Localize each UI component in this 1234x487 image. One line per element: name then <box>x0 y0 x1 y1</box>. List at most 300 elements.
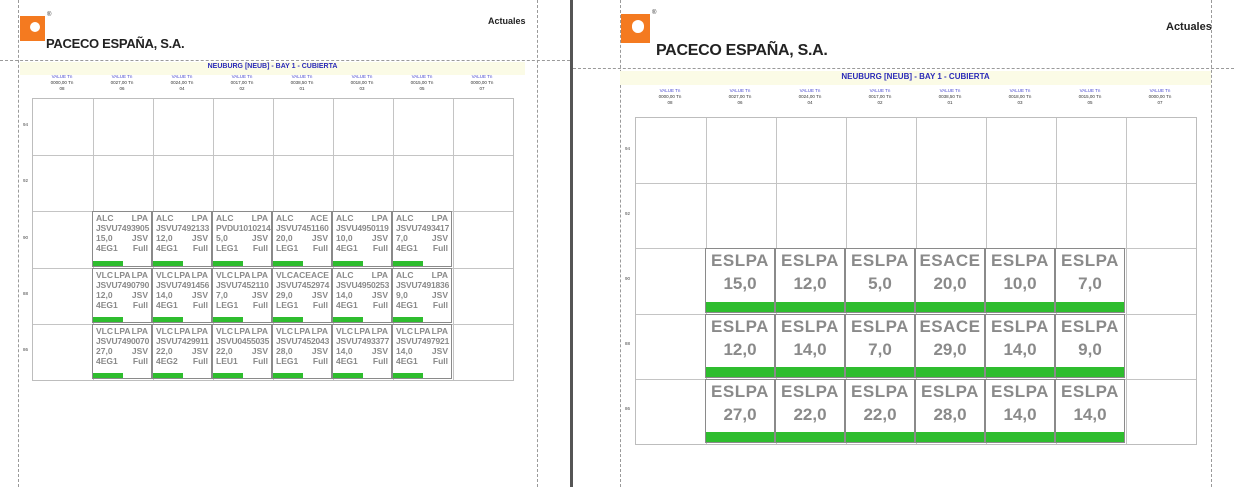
registered-mark: ® <box>652 10 657 16</box>
slot-weight-line <box>336 346 388 356</box>
slot-weight-line <box>396 233 448 243</box>
slot-route-line <box>396 213 448 223</box>
container-slot[interactable] <box>212 268 272 323</box>
slot-type-line <box>336 243 388 253</box>
slot-type: LEG1 <box>276 243 299 254</box>
grid-column-line <box>1126 118 1127 444</box>
slot-weight-line <box>396 346 448 356</box>
slot-destination: ESLPA <box>921 381 979 401</box>
container-slot[interactable] <box>845 248 915 312</box>
container-slot[interactable] <box>845 379 915 443</box>
slot-weight-line <box>276 233 328 243</box>
slot-route-line <box>336 213 388 223</box>
column-header <box>1055 88 1125 106</box>
container-id: JSVU7490790 <box>96 279 150 290</box>
slot-weight-line <box>276 290 328 300</box>
slot-port: LPA <box>191 325 208 336</box>
slot-port: ALC <box>156 213 174 224</box>
slot-weight-line <box>216 290 268 300</box>
slot-type: Full <box>432 243 448 254</box>
tier-label: 86 <box>625 406 631 412</box>
slot-status-bar <box>333 373 363 378</box>
slot-port: LPA <box>174 269 191 280</box>
container-id: JSVU7497921 <box>396 335 450 346</box>
container-id: JSVU7452974 <box>276 279 330 290</box>
slot-weight: 12,0 <box>723 339 757 359</box>
slot-value: JSV <box>191 233 208 244</box>
container-slot[interactable] <box>332 324 392 379</box>
column-key-label: VALUE Tn <box>291 74 313 79</box>
slot-value: 15,0 <box>96 233 113 244</box>
slot-route-line <box>216 326 268 336</box>
tier-label: 88 <box>23 290 29 296</box>
container-slot[interactable] <box>915 379 985 443</box>
slot-type-line <box>96 243 148 253</box>
slot-value: 7,0 <box>216 289 228 300</box>
container-slot[interactable] <box>332 211 392 266</box>
column-weight: 0000,00 Tn <box>1148 94 1172 100</box>
slot-weight: 9,0 <box>1078 339 1102 359</box>
slot-type: Full <box>192 355 208 366</box>
slot-type: Full <box>252 299 268 310</box>
container-slot[interactable] <box>705 379 775 443</box>
slot-value: 20,0 <box>276 233 293 244</box>
column-key-label: VALUE Tn <box>1149 88 1171 93</box>
slot-status-bar <box>706 302 774 312</box>
slot-port: LPA <box>131 325 148 336</box>
slot-weight-line <box>96 233 148 243</box>
slot-value: 12,0 <box>156 233 173 244</box>
container-slot[interactable] <box>392 324 452 379</box>
slot-port: LPA <box>251 269 268 280</box>
slot-type-line <box>216 356 268 366</box>
slot-status-bar <box>1056 302 1124 312</box>
slot-type: 4EG2 <box>156 355 178 366</box>
slot-status-bar <box>916 432 984 442</box>
tier-label: 94 <box>625 145 631 151</box>
slot-type: LEG1 <box>276 299 299 310</box>
container-slot[interactable] <box>1055 314 1125 378</box>
slot-type: Full <box>132 243 148 254</box>
grid-row-line <box>636 183 1196 184</box>
column-key-label: VALUE Tn <box>729 88 751 93</box>
column-number: 03 <box>1017 100 1023 106</box>
slot-value: 10,0 <box>336 233 353 244</box>
slot-type-line <box>156 243 208 253</box>
container-id: JSVU7451160 <box>276 223 329 234</box>
slot-weight: 5,0 <box>868 274 892 294</box>
slot-port: ACE <box>310 213 328 224</box>
slot-status-bar <box>93 373 123 378</box>
column-number: 03 <box>359 86 365 92</box>
slot-value: JSV <box>431 233 448 244</box>
container-slot[interactable] <box>212 211 272 266</box>
slot-port: LPA <box>311 325 328 336</box>
slot-status-bar <box>153 317 183 322</box>
container-id: JSVU7493417 <box>396 223 450 234</box>
slot-status-bar <box>153 373 183 378</box>
slot-destination: ESLPA <box>1061 381 1119 401</box>
slot-port: ALC <box>216 213 234 224</box>
slot-port: LPA <box>251 213 268 224</box>
slot-weight: 15,0 <box>723 274 757 294</box>
column-header <box>985 88 1055 106</box>
slot-value: JSV <box>431 345 448 356</box>
slot-value: 22,0 <box>216 345 233 356</box>
container-id: JSVU7493905 <box>96 223 150 234</box>
slot-type: 4EG1 <box>396 299 418 310</box>
slot-route-line <box>216 270 268 280</box>
column-weight: 0000,00 Tn <box>658 94 682 100</box>
slot-port: VLC <box>216 269 233 280</box>
container-slot[interactable] <box>212 324 272 379</box>
container-slot[interactable] <box>92 324 152 379</box>
column-header <box>272 74 332 92</box>
slot-value: JSV <box>311 289 328 300</box>
slot-value: JSV <box>251 345 268 356</box>
slot-type-line <box>276 356 328 366</box>
slot-port: LPA <box>234 325 251 336</box>
container-slot[interactable] <box>92 211 152 266</box>
slot-destination: ESLPA <box>851 251 909 271</box>
slot-weight: 7,0 <box>868 339 892 359</box>
slot-value: JSV <box>131 233 148 244</box>
slot-weight-line <box>216 233 268 243</box>
tier-label: 88 <box>625 341 631 347</box>
slot-weight-line <box>336 290 388 300</box>
container-slot[interactable] <box>332 268 392 323</box>
column-key-label: VALUE Tn <box>411 74 433 79</box>
container-slot[interactable] <box>985 314 1055 378</box>
container-slot[interactable] <box>272 268 332 323</box>
slot-value: 9,0 <box>396 289 408 300</box>
slot-value: 22,0 <box>156 345 173 356</box>
slot-port: LPA <box>414 325 431 336</box>
container-slot[interactable] <box>775 248 845 312</box>
bay-title: NEUBURG [NEUB] - BAY 1 - CUBIERTA <box>207 63 338 70</box>
slot-type: 4EG1 <box>156 299 178 310</box>
column-header <box>32 74 92 92</box>
slot-destination: ESLPA <box>1061 316 1119 336</box>
slot-status-bar <box>273 317 303 322</box>
slot-value: JSV <box>251 233 268 244</box>
slot-port: ALC <box>336 269 354 280</box>
slot-weight-line <box>96 290 148 300</box>
slot-route-line <box>396 270 448 280</box>
slot-port: ALC <box>396 213 414 224</box>
slot-route-line <box>156 270 208 280</box>
container-slot[interactable] <box>985 379 1055 443</box>
slot-port: ACE <box>293 269 311 280</box>
column-header <box>92 74 152 92</box>
slot-weight-line <box>156 233 208 243</box>
column-number: 07 <box>479 86 485 92</box>
container-id: JSVU0455035 <box>216 335 270 346</box>
column-weight: 0000,00 Tn <box>470 80 494 86</box>
slot-type: Full <box>372 355 388 366</box>
column-header <box>635 88 705 106</box>
slot-status-bar <box>846 432 914 442</box>
slot-status-bar <box>986 432 1054 442</box>
slot-route-line <box>276 270 328 280</box>
container-slot[interactable] <box>152 268 212 323</box>
slot-port: LPA <box>114 269 131 280</box>
slot-destination: ESLPA <box>711 381 769 401</box>
container-slot[interactable] <box>152 324 212 379</box>
slot-type: 4EG1 <box>156 243 178 254</box>
slot-status-bar <box>776 432 844 442</box>
container-id: JSVU7492133 <box>156 223 210 234</box>
slot-weight: 14,0 <box>1073 404 1107 424</box>
slot-weight: 27,0 <box>723 404 757 424</box>
container-slot[interactable] <box>985 248 1055 312</box>
container-slot[interactable] <box>272 324 332 379</box>
slot-weight: 7,0 <box>1078 274 1102 294</box>
column-weight: 0018,00 Tn <box>1008 94 1032 100</box>
tier-label: 90 <box>23 234 29 240</box>
column-key-label: VALUE Tn <box>869 88 891 93</box>
column-weight: 0024,00 Tn <box>798 94 822 100</box>
slot-value: 27,0 <box>96 345 113 356</box>
slot-status-bar <box>273 261 303 266</box>
page-guide-top <box>573 68 1234 69</box>
container-slot[interactable] <box>915 314 985 378</box>
slot-port: LPA <box>251 325 268 336</box>
container-slot[interactable] <box>915 248 985 312</box>
slot-weight: 14,0 <box>793 339 827 359</box>
slot-port: VLC <box>396 325 413 336</box>
slot-value: JSV <box>371 345 388 356</box>
slot-destination: ESLPA <box>1061 251 1119 271</box>
slot-type: 4EG1 <box>96 299 118 310</box>
container-id: JSVU7429911 <box>156 335 209 346</box>
tier-label: 92 <box>23 178 29 184</box>
container-slot[interactable] <box>845 314 915 378</box>
slot-status-bar <box>153 261 183 266</box>
bay-title: NEUBURG [NEUB] - BAY 1 - CUBIERTA <box>841 72 990 81</box>
container-id: JSVU7490070 <box>96 335 150 346</box>
slot-route-line <box>396 326 448 336</box>
slot-port: ALC <box>276 213 294 224</box>
slot-route-line <box>96 213 148 223</box>
page-guide-right <box>537 0 538 487</box>
container-slot[interactable] <box>272 211 332 266</box>
slot-type: Full <box>312 299 328 310</box>
column-header <box>845 88 915 106</box>
slot-status-bar <box>1056 367 1124 377</box>
left-report-page <box>0 0 570 487</box>
slot-port: VLC <box>336 325 353 336</box>
slot-port: LPA <box>431 213 448 224</box>
slot-type-line <box>336 356 388 366</box>
slot-status-bar <box>93 317 123 322</box>
container-slot[interactable] <box>392 211 452 266</box>
slot-type: Full <box>372 299 388 310</box>
container-slot[interactable] <box>152 211 212 266</box>
slot-type: Full <box>312 243 328 254</box>
column-number: 02 <box>877 100 883 106</box>
slot-type: 4EG1 <box>396 243 418 254</box>
slot-type-line <box>276 243 328 253</box>
slot-type: Full <box>132 299 148 310</box>
slot-route-line <box>156 326 208 336</box>
slot-port: LPA <box>131 213 148 224</box>
column-number: 08 <box>667 100 673 106</box>
slot-port: VLC <box>96 325 113 336</box>
slot-type: Full <box>432 355 448 366</box>
slot-value: JSV <box>371 233 388 244</box>
container-slot[interactable] <box>775 379 845 443</box>
container-slot[interactable] <box>705 248 775 312</box>
slot-value: 5,0 <box>216 233 228 244</box>
column-header <box>212 74 272 92</box>
container-id: JSVU7491836 <box>396 279 450 290</box>
slot-type-line <box>156 356 208 366</box>
tier-label: 92 <box>625 210 631 216</box>
slot-status-bar <box>213 373 243 378</box>
company-logo <box>621 14 650 43</box>
slot-weight: 29,0 <box>933 339 967 359</box>
container-id: PVDU1010214 <box>216 223 271 234</box>
column-key-label: VALUE Tn <box>939 88 961 93</box>
slot-destination: ESACE <box>919 316 981 336</box>
column-weight: 0038,50 Tn <box>938 94 962 100</box>
slot-status-bar <box>706 367 774 377</box>
slot-status-bar <box>706 432 774 442</box>
status-label: Actuales <box>488 16 526 26</box>
slot-weight: 22,0 <box>793 404 827 424</box>
column-weight: 0000,00 Tn <box>50 80 74 86</box>
column-key-label: VALUE Tn <box>231 74 253 79</box>
slot-status-bar <box>776 367 844 377</box>
slot-status-bar <box>93 261 123 266</box>
column-weight: 0017,00 Tn <box>868 94 892 100</box>
slot-status-bar <box>916 367 984 377</box>
slot-type: Full <box>192 243 208 254</box>
slot-destination: ESLPA <box>711 251 769 271</box>
slot-value: 12,0 <box>96 289 113 300</box>
slot-type-line <box>396 243 448 253</box>
slot-type: 4EG1 <box>96 355 118 366</box>
slot-port: VLC <box>96 269 113 280</box>
slot-type: LEG1 <box>276 355 299 366</box>
slot-port: LPA <box>431 269 448 280</box>
container-slot[interactable] <box>1055 379 1125 443</box>
slot-type: Full <box>252 243 268 254</box>
slot-route-line <box>156 213 208 223</box>
column-header <box>1125 88 1195 106</box>
column-weight: 0017,00 Tn <box>230 80 254 86</box>
slot-status-bar <box>846 302 914 312</box>
slot-status-bar <box>333 317 363 322</box>
slot-weight: 14,0 <box>1003 404 1037 424</box>
slot-port: LPA <box>354 325 371 336</box>
slot-port: LPA <box>114 325 131 336</box>
column-number: 05 <box>419 86 425 92</box>
slot-type: Full <box>312 355 328 366</box>
slot-destination: ESLPA <box>991 316 1049 336</box>
container-slot[interactable] <box>705 314 775 378</box>
container-id: JSVU7452043 <box>276 335 330 346</box>
slot-type-line <box>156 300 208 310</box>
slot-value: 14,0 <box>336 345 353 356</box>
slot-port: LPA <box>174 325 191 336</box>
slot-weight-line <box>96 346 148 356</box>
slot-route-line <box>96 270 148 280</box>
column-key-label: VALUE Tn <box>1009 88 1031 93</box>
slot-route-line <box>276 326 328 336</box>
slot-destination: ESLPA <box>991 381 1049 401</box>
slot-weight-line <box>396 290 448 300</box>
slot-destination: ESLPA <box>991 251 1049 271</box>
column-weight: 0015,00 Tn <box>410 80 434 86</box>
slot-status-bar <box>393 373 423 378</box>
slot-status-bar <box>986 302 1054 312</box>
container-slot[interactable] <box>1055 248 1125 312</box>
page-guide-right <box>1211 0 1212 487</box>
slot-port: VLC <box>276 325 293 336</box>
slot-type: Full <box>432 299 448 310</box>
slot-value: JSV <box>311 345 328 356</box>
slot-type: 4EG1 <box>336 243 358 254</box>
logo-notch-icon <box>30 22 41 33</box>
slot-port: LPA <box>131 269 148 280</box>
slot-destination: ESLPA <box>851 316 909 336</box>
slot-type: Full <box>372 243 388 254</box>
slot-route-line <box>96 326 148 336</box>
column-key-label: VALUE Tn <box>659 88 681 93</box>
slot-route-line <box>276 213 328 223</box>
slot-port: LPA <box>294 325 311 336</box>
slot-weight-line <box>336 233 388 243</box>
container-id: JSVU7493377 <box>336 335 390 346</box>
slot-port: VLC <box>156 269 173 280</box>
container-slot[interactable] <box>392 268 452 323</box>
column-weight: 0015,00 Tn <box>1078 94 1102 100</box>
slot-value: 7,0 <box>396 233 408 244</box>
column-weight: 0038,50 Tn <box>290 80 314 86</box>
column-header <box>332 74 392 92</box>
container-slot[interactable] <box>775 314 845 378</box>
column-header <box>452 74 512 92</box>
slot-type: LEU1 <box>216 355 238 366</box>
slot-weight-line <box>156 290 208 300</box>
slot-route-line <box>216 213 268 223</box>
slot-port: ALC <box>336 213 354 224</box>
column-key-label: VALUE Tn <box>51 74 73 79</box>
slot-weight: 28,0 <box>933 404 967 424</box>
container-id: JSVU4950253 <box>336 279 390 290</box>
slot-status-bar <box>333 261 363 266</box>
slot-port: VLC <box>156 325 173 336</box>
column-number: 04 <box>807 100 813 106</box>
column-header <box>705 88 775 106</box>
slot-port: LPA <box>371 213 388 224</box>
company-name: PACECO ESPAÑA, S.A. <box>656 42 828 59</box>
column-weight: 0027,00 Tn <box>110 80 134 86</box>
slot-destination: ESLPA <box>711 316 769 336</box>
slot-port: VLC <box>276 269 293 280</box>
slot-type: 4EG1 <box>336 355 358 366</box>
container-slot[interactable] <box>92 268 152 323</box>
column-number: 05 <box>1087 100 1093 106</box>
slot-status-bar <box>776 302 844 312</box>
tier-label: 86 <box>23 346 29 352</box>
column-number: 04 <box>179 86 185 92</box>
slot-status-bar <box>916 302 984 312</box>
container-id: JSVU7452110 <box>216 279 269 290</box>
column-key-label: VALUE Tn <box>111 74 133 79</box>
